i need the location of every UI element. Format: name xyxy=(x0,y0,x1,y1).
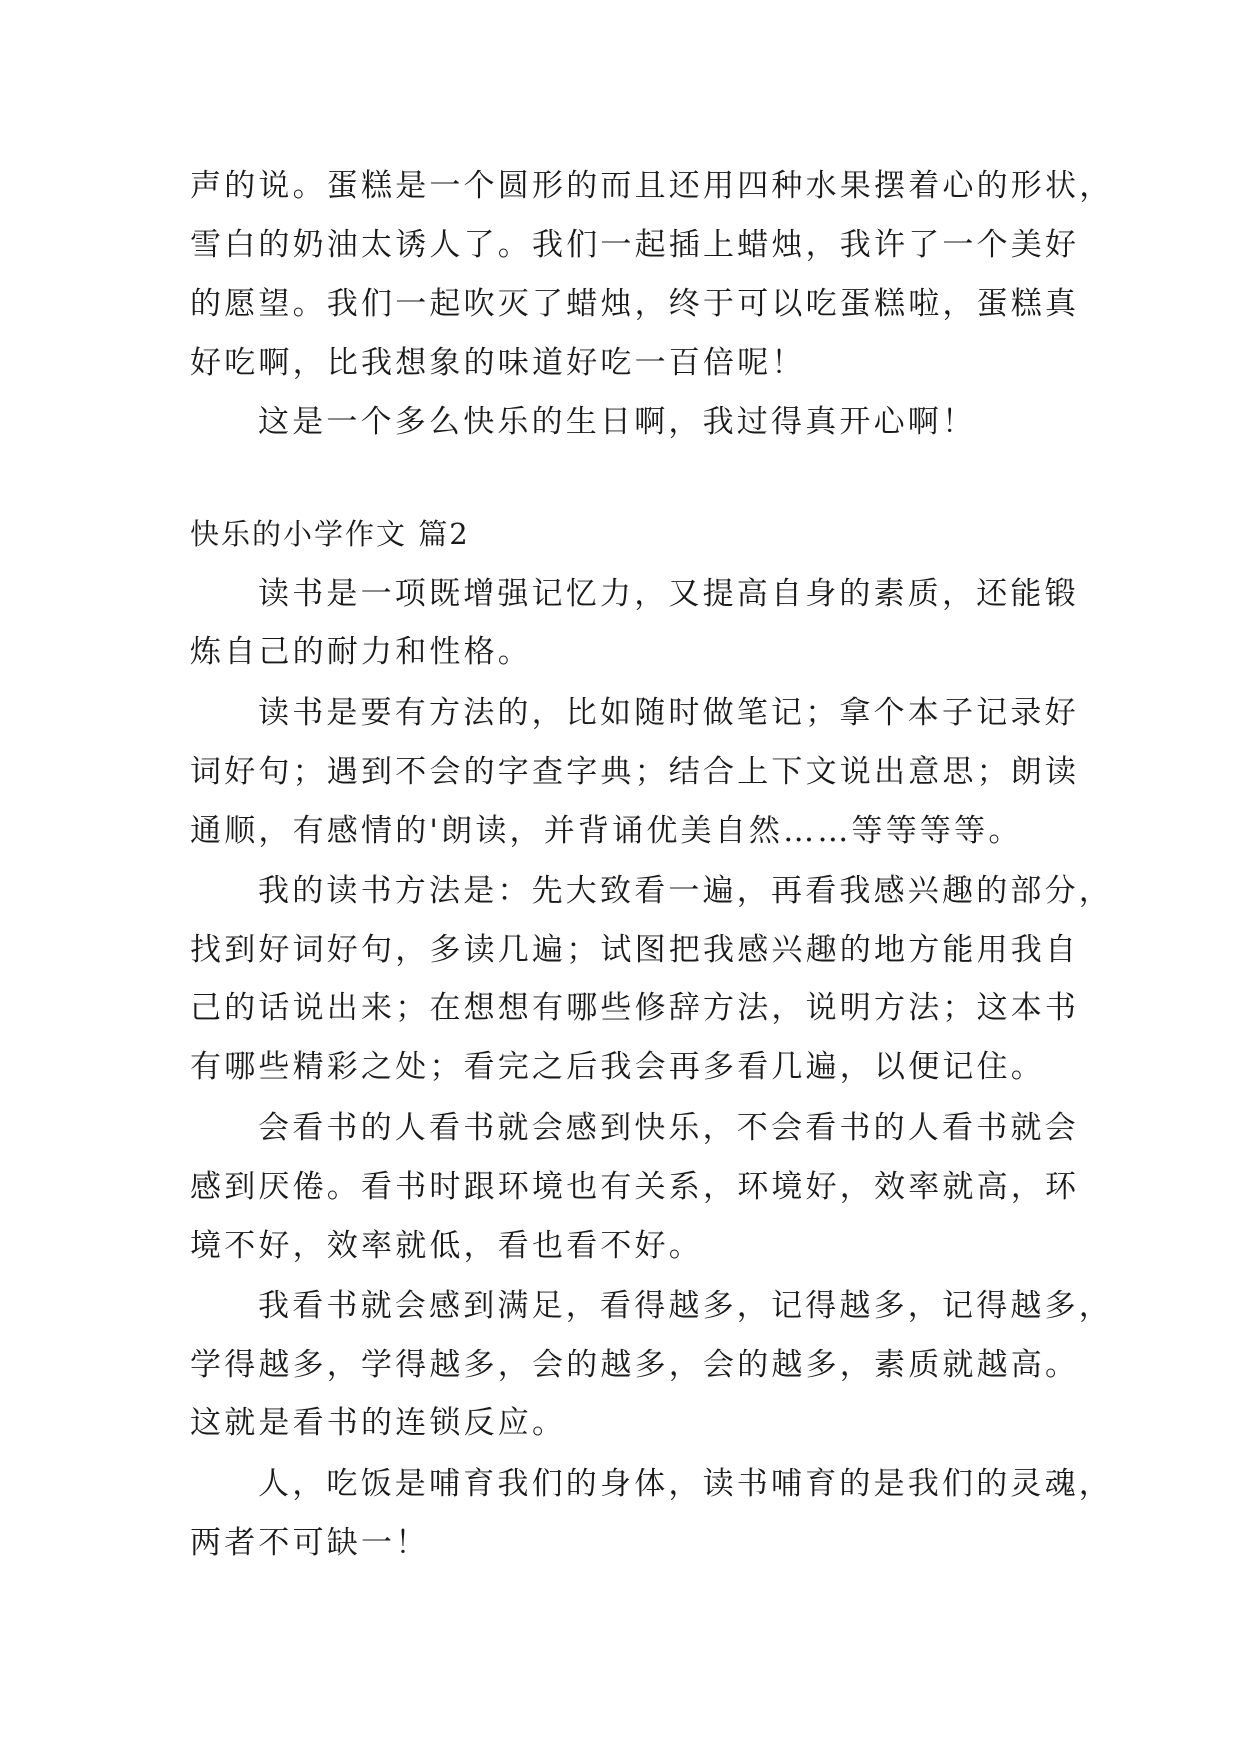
paragraph-line: 两者不可缺一！ xyxy=(190,1525,430,1561)
paragraph-line: 读书是一项既增强记忆力，又提高自身的素质，还能锻 xyxy=(258,576,1079,612)
paragraph-line: 炼自己的耐力和性格。 xyxy=(190,634,532,670)
paragraph-line: 我看书就会感到满足，看得越多，记得越多，记得越多， xyxy=(258,1288,1113,1324)
paragraph-line: 雪白的奶油太诱人了。我们一起插上蜡烛，我许了一个美好 xyxy=(190,227,1080,263)
paragraph-line: 通顺，有感情的'朗读，并背诵优美自然……等等等等。 xyxy=(190,813,1023,849)
section-title: 快乐的小学作文 篇2 xyxy=(190,517,470,551)
paragraph-line: 的愿望。我们一起吹灭了蜡烛，终于可以吃蛋糕啦，蛋糕真 xyxy=(190,286,1080,322)
paragraph-line: 我的读书方法是：先大致看一遍，再看我感兴趣的部分， xyxy=(258,873,1113,909)
paragraph-line: 声的说。蛋糕是一个圆形的而且还用四种水果摆着心的形状， xyxy=(190,168,1114,204)
paragraph-line: 这是一个多么快乐的生日啊，我过得真开心啊！ xyxy=(258,404,977,440)
paragraph-line: 境不好，效率就低，看也看不好。 xyxy=(190,1228,703,1264)
paragraph-line: 学得越多，学得越多，会的越多，会的越多，素质就越高。 xyxy=(190,1347,1080,1383)
paragraph-line: 读书是要有方法的，比如随时做笔记；拿个本子记录好 xyxy=(258,695,1079,731)
paragraph-line: 人，吃饭是哺育我们的身体，读书哺育的是我们的灵魂， xyxy=(258,1466,1113,1502)
paragraph-line: 感到厌倦。看书时跟环境也有关系，环境好，效率就高，环 xyxy=(190,1169,1080,1205)
paragraph-line: 会看书的人看书就会感到快乐，不会看书的人看书就会 xyxy=(258,1110,1079,1146)
paragraph-line: 找到好词好句，多读几遍；试图把我感兴趣的地方能用我自 xyxy=(190,932,1080,968)
document-page xyxy=(190,0,1114,1754)
paragraph-line: 这就是看书的连锁反应。 xyxy=(190,1405,567,1441)
paragraph-line: 己的话说出来；在想想有哪些修辞方法，说明方法；这本书 xyxy=(190,990,1080,1026)
paragraph-line: 有哪些精彩之处；看完之后我会再多看几遍，以便记住。 xyxy=(190,1049,1045,1085)
paragraph-line: 好吃啊，比我想象的味道好吃一百倍呢！ xyxy=(190,345,806,381)
paragraph-line: 词好句；遇到不会的字查字典；结合上下文说出意思；朗读 xyxy=(190,754,1080,790)
